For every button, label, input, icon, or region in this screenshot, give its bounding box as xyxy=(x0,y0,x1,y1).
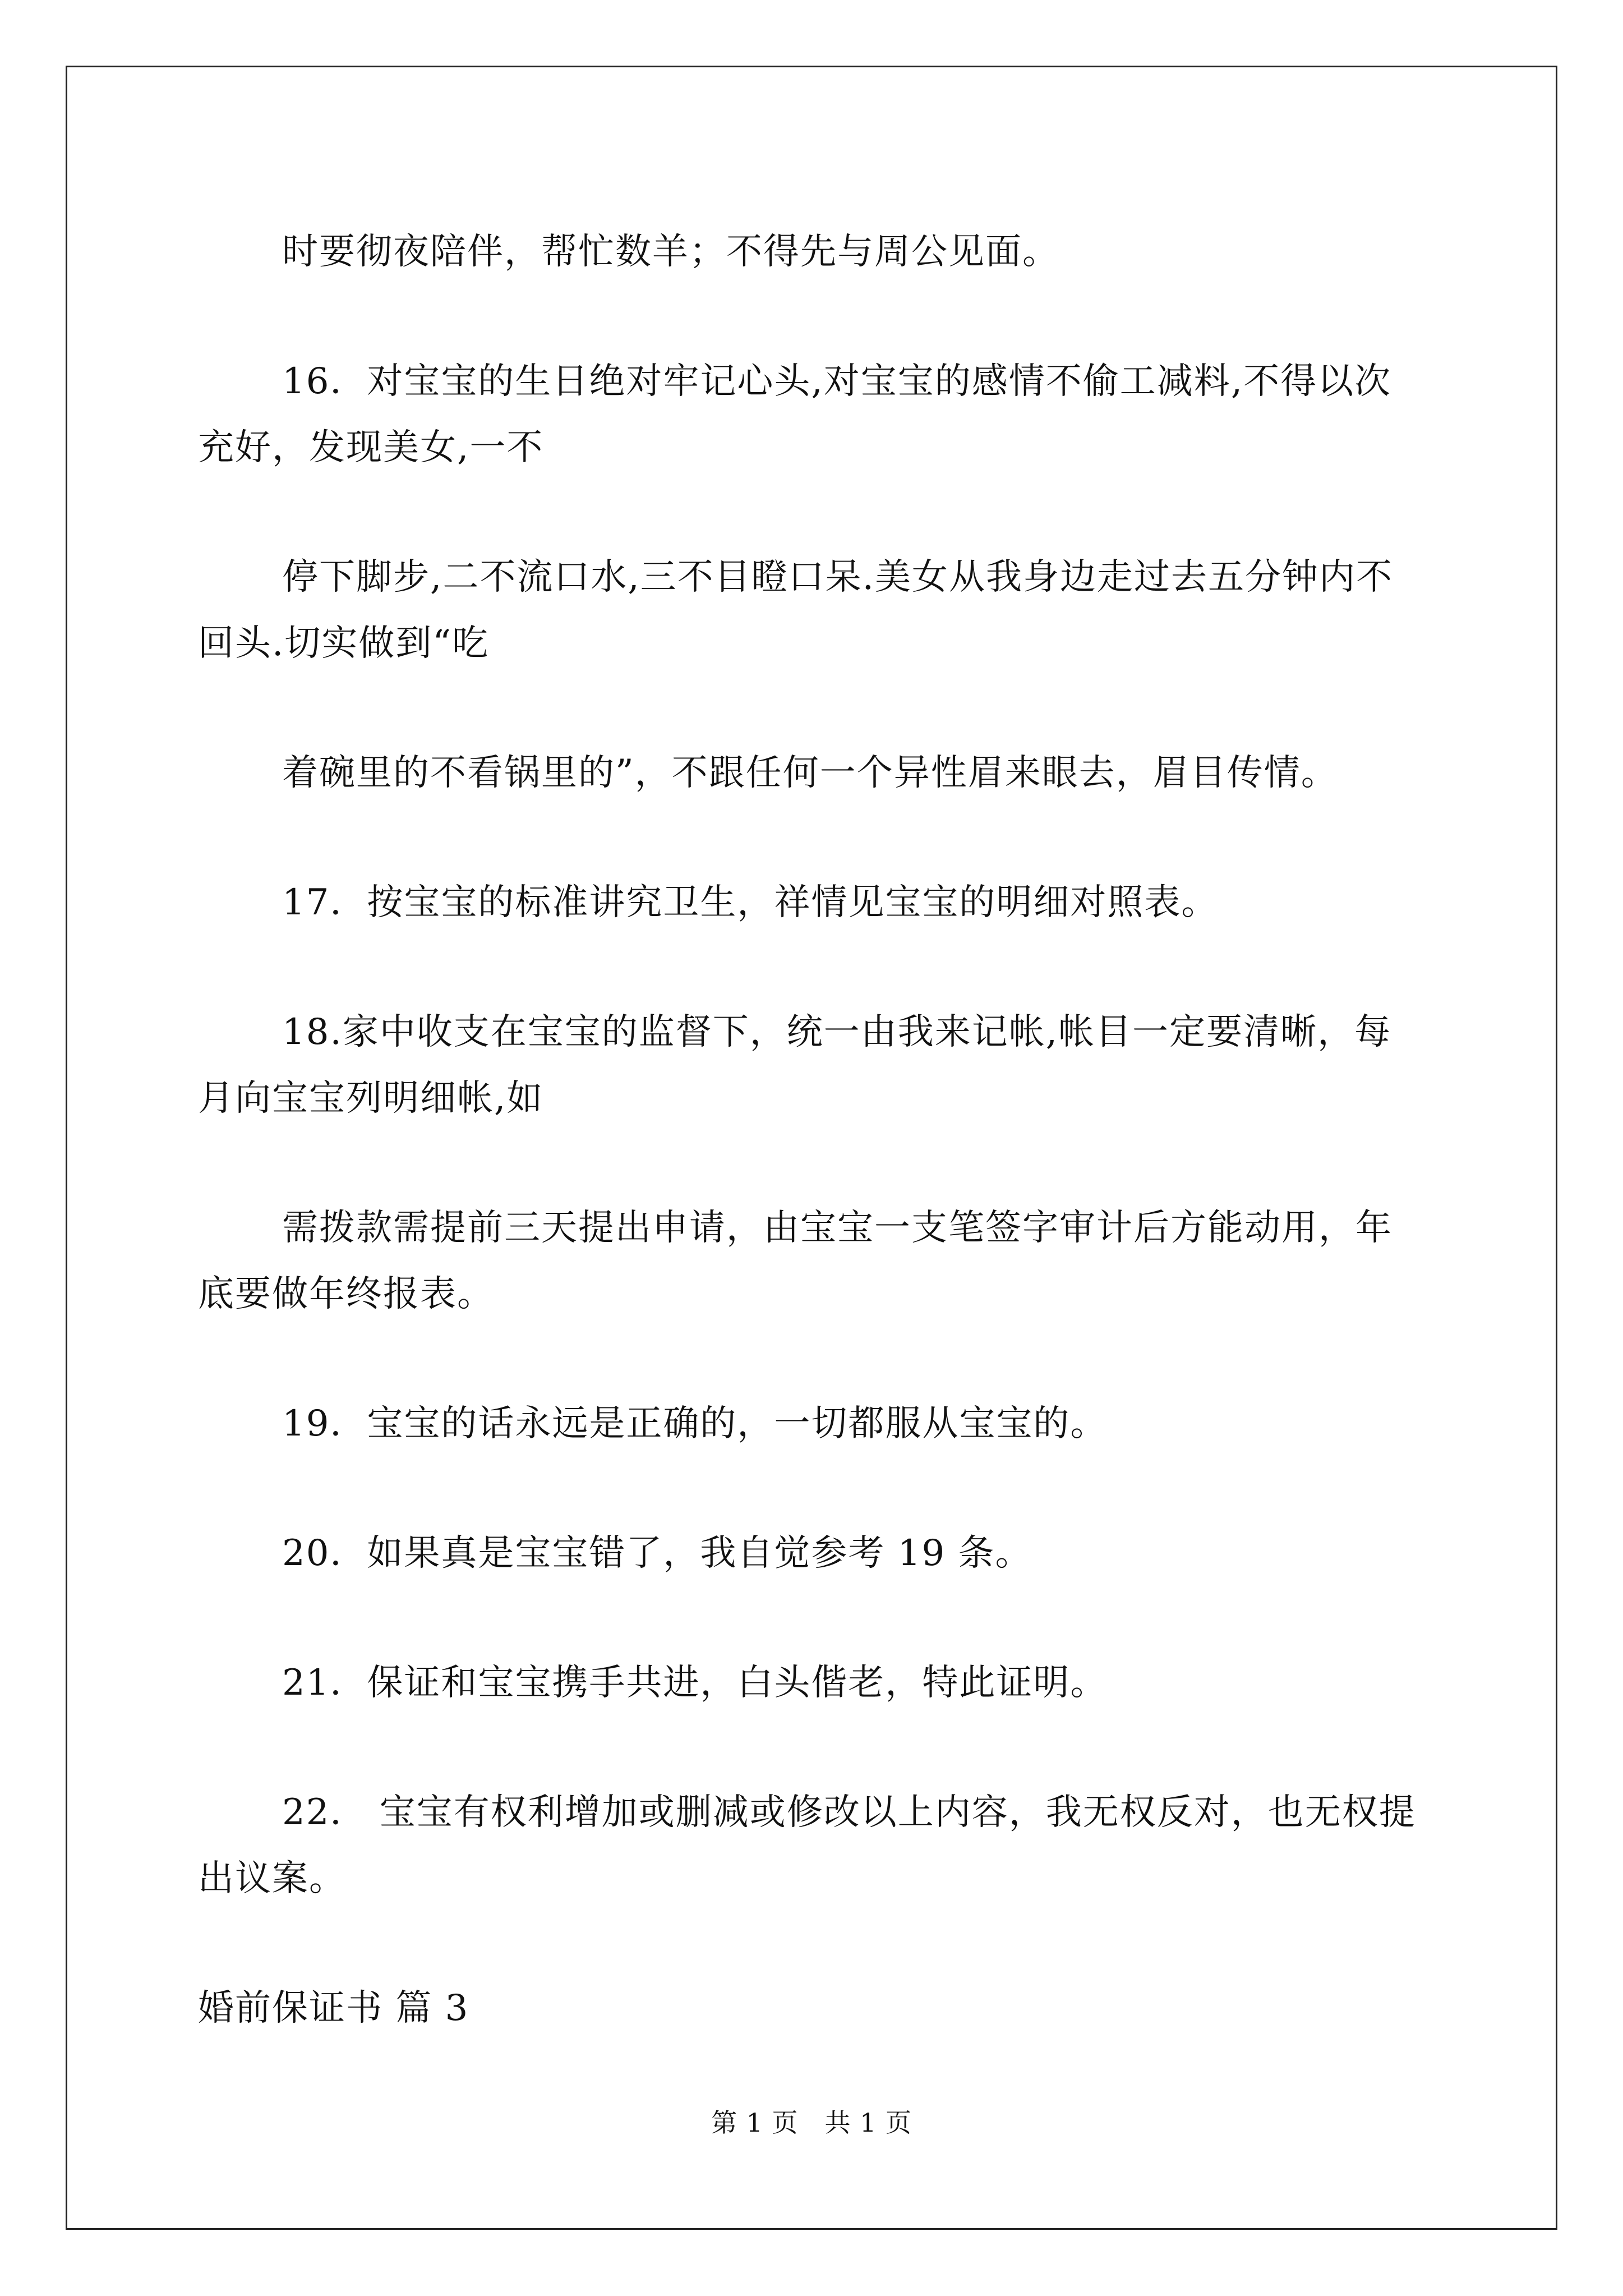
paragraph-3: 停下脚步,二不流口水,三不目瞪口呆.美女从我身边走过去五分钟内不回头.切实做到“吃 xyxy=(198,556,1394,664)
document-body xyxy=(198,219,1426,2041)
paragraph-9: 20．如果真是宝宝错了，我自觉参考 19 条。 xyxy=(282,1533,1032,1574)
section-heading: 婚前保证书 篇 3 xyxy=(198,1987,469,2029)
paragraph-4: 着碗里的不看锅里的”，不跟任何一个异性眉来眼去，眉目传情。 xyxy=(282,752,1338,794)
page-footer: 第 1 页 共 1 页 xyxy=(711,2108,912,2138)
paragraph-5: 17．按宝宝的标准讲究卫生，祥情见宝宝的明细对照表。 xyxy=(282,882,1219,923)
paragraph-2: 16．对宝宝的生日绝对牢记心头,对宝宝的感情不偷工减料,不得以次充好，发现美女,一不 xyxy=(198,361,1392,468)
paragraph-7: 需拨款需提前三天提出申请，由宝宝一支笔签字审计后方能动用，年底要做年终报表。 xyxy=(198,1207,1393,1315)
paragraph-6: 18.家中收支在宝宝的监督下，统一由我来记帐,帐目一定要清晰，每月向宝宝列明细帐,如 xyxy=(198,1011,1392,1119)
paragraph-8: 19．宝宝的话永远是正确的，一切都服从宝宝的。 xyxy=(282,1403,1108,1444)
paragraph-1: 时要彻夜陪伴，帮忙数羊；不得先与周公见面。 xyxy=(282,231,1059,273)
paragraph-11: 22． 宝宝有权利增加或删减或修改以上内容，我无权反对，也无权提出议案。 xyxy=(198,1792,1416,1899)
paragraph-10: 21．保证和宝宝携手共进，白头偕老，特此证明。 xyxy=(282,1662,1108,1704)
